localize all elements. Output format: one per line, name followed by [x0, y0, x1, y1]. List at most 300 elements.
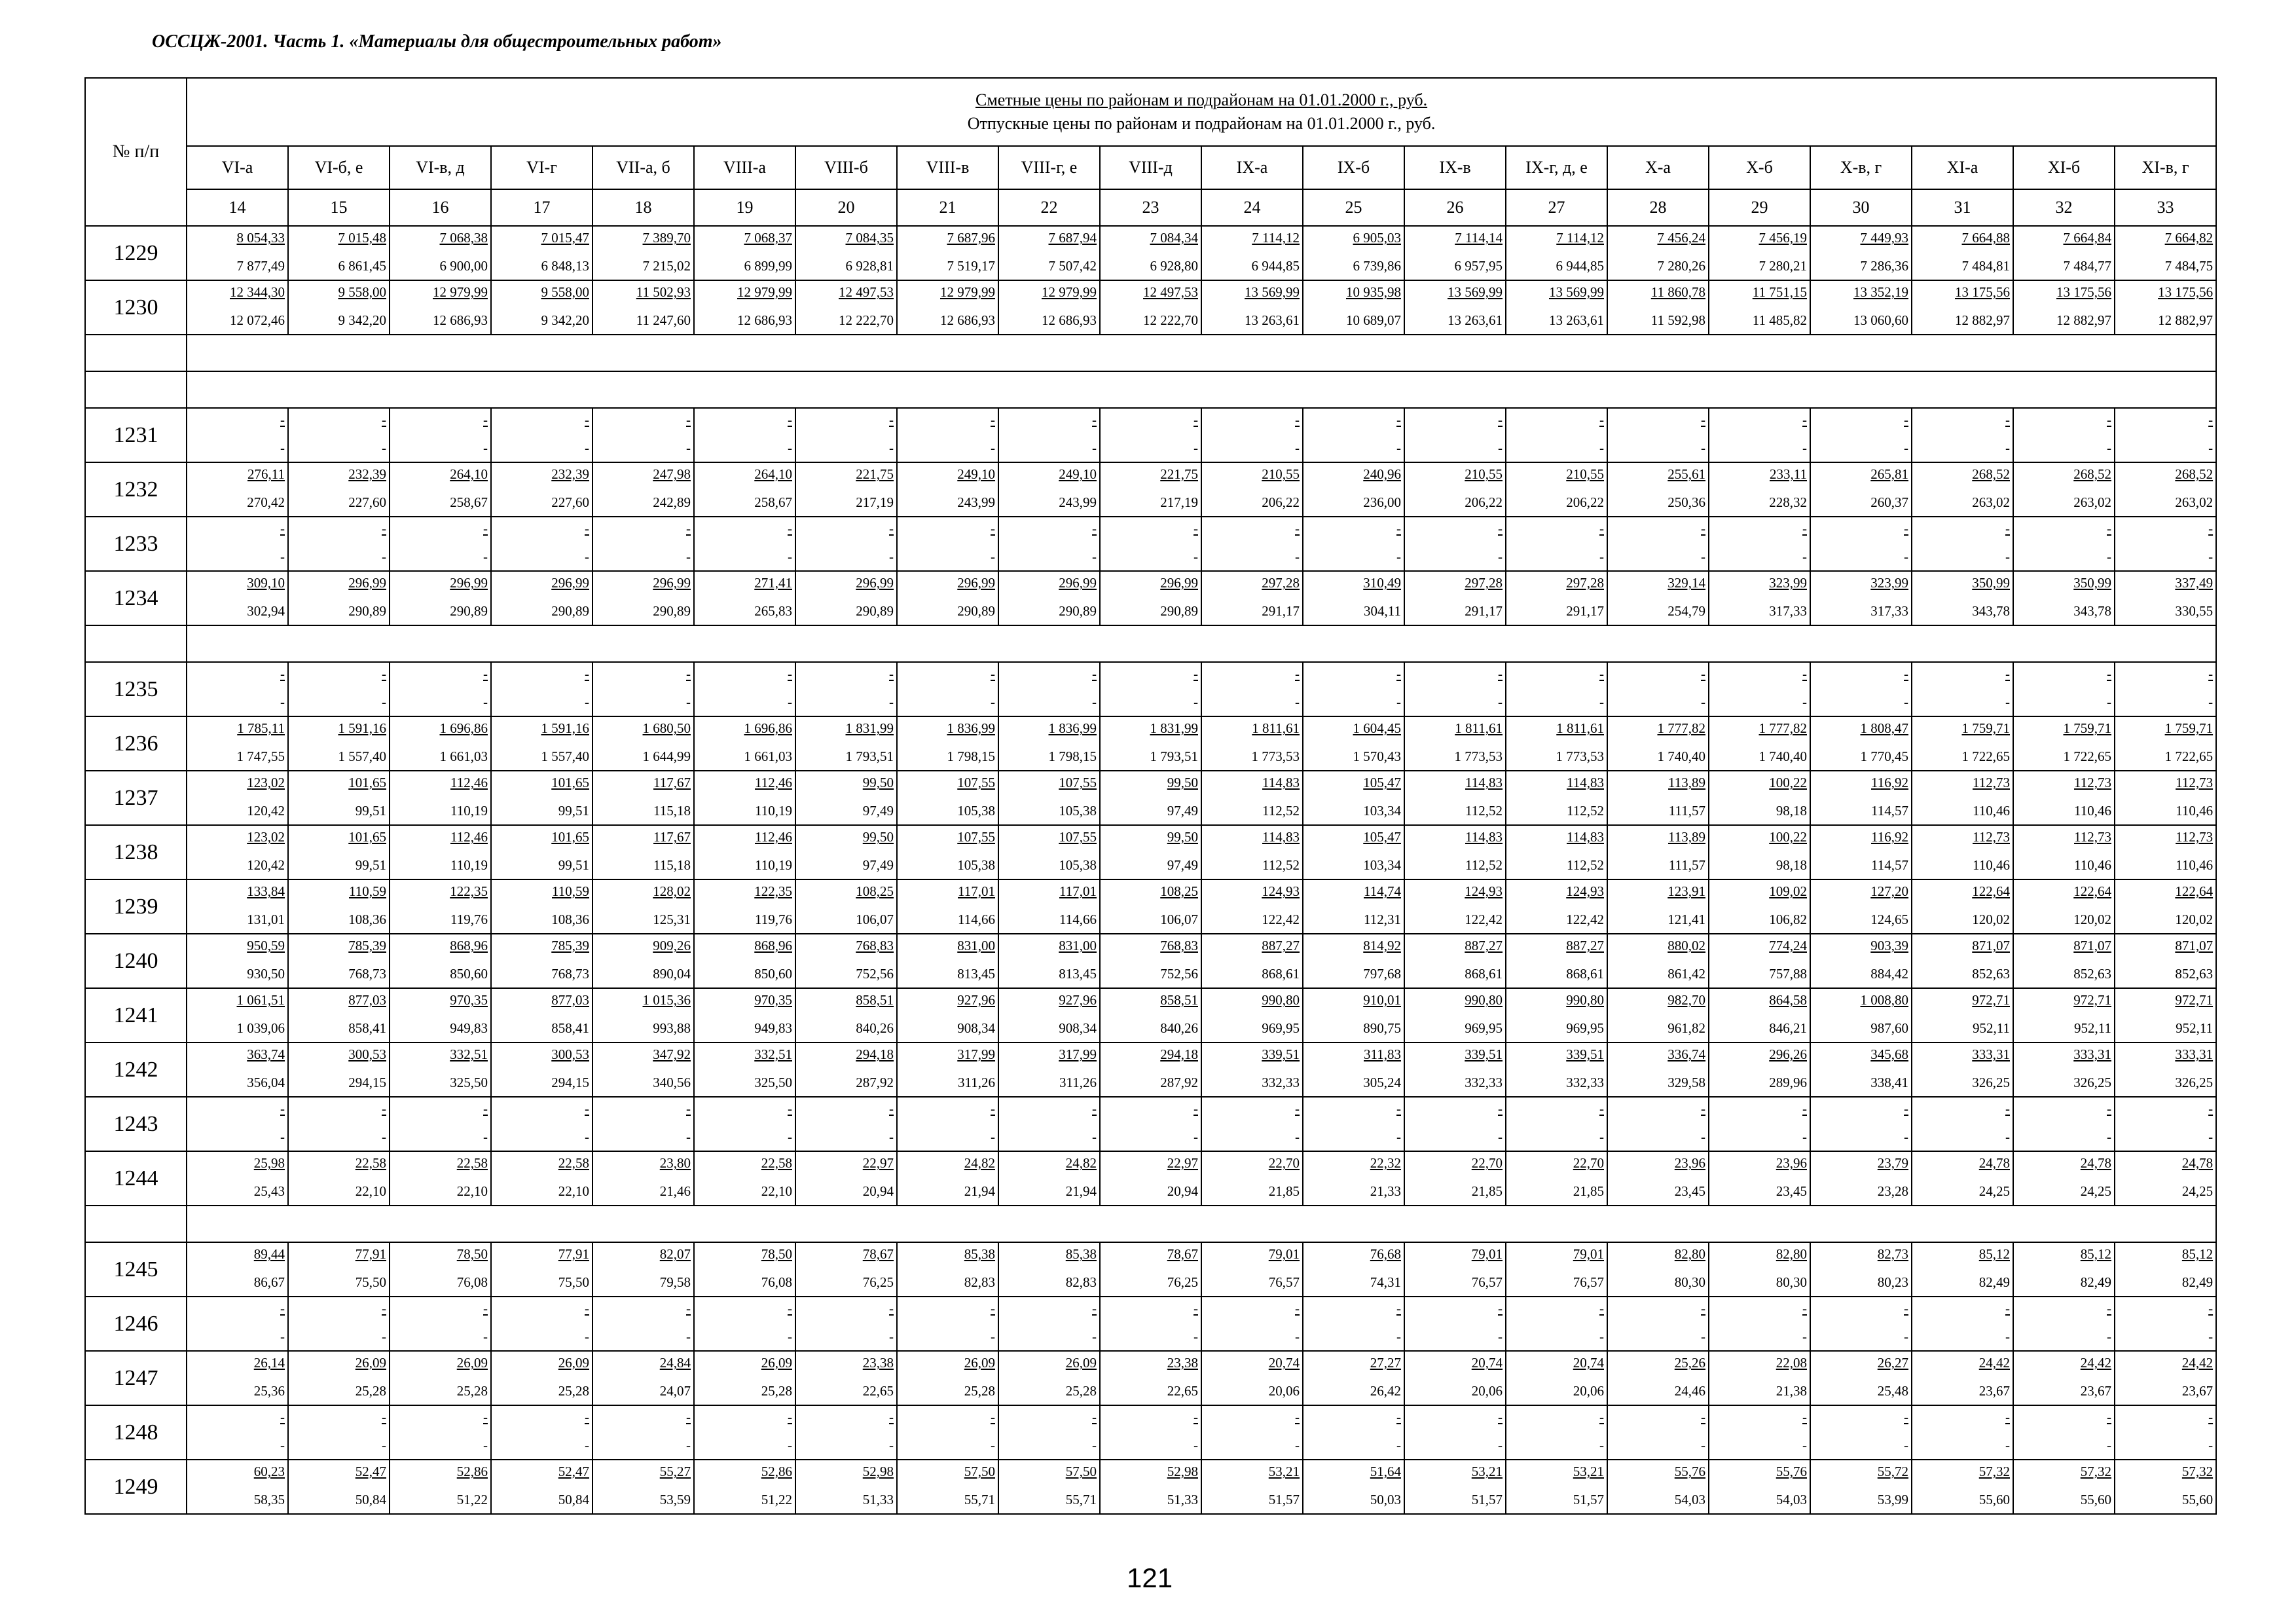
price-cell	[795, 1460, 897, 1514]
release-price: -	[2107, 1437, 2111, 1453]
estimate-price: 117,67	[653, 829, 691, 845]
price-cell	[187, 1460, 288, 1514]
table-row	[85, 1297, 2216, 1351]
release-price: 969,95	[1262, 1020, 1300, 1036]
release-price: 21,85	[1573, 1183, 1604, 1199]
release-price: 12 686,93	[940, 312, 995, 328]
price-cell	[2115, 571, 2216, 625]
release-price: 908,34	[957, 1020, 995, 1036]
price-cell	[1201, 934, 1303, 988]
estimate-price: 108,25	[1160, 883, 1198, 899]
release-price: -	[1599, 694, 1604, 710]
estimate-price: 7 389,70	[642, 230, 691, 246]
price-cell	[1404, 716, 1506, 771]
release-price: 51,22	[456, 1492, 488, 1507]
release-price: 12 072,46	[230, 312, 285, 328]
release-price: -	[1802, 1437, 1807, 1453]
release-price: 20,06	[1268, 1383, 1300, 1399]
estimate-price: 1 696,86	[439, 720, 488, 736]
price-cell	[897, 1297, 998, 1351]
estimate-price: 76,68	[1370, 1246, 1401, 1262]
estimate-price: 868,96	[754, 938, 792, 953]
estimate-price: -	[1396, 521, 1401, 536]
estimate-price: 1 759,71	[1961, 720, 2010, 736]
estimate-price: 12 979,99	[433, 284, 488, 300]
price-cell	[1303, 226, 1404, 280]
estimate-price: 22,58	[558, 1155, 589, 1171]
estimate-price: 110,59	[349, 883, 386, 899]
estimate-price: 52,47	[355, 1464, 386, 1479]
estimate-price: 22,97	[1167, 1155, 1198, 1171]
release-price: 112,52	[1465, 803, 1503, 819]
price-cell	[592, 408, 694, 462]
item-code: 1243	[85, 1097, 187, 1151]
estimate-price: -	[280, 521, 285, 536]
estimate-price: -	[686, 521, 691, 536]
release-price: 99,51	[558, 803, 589, 819]
price-cell	[1100, 1043, 1201, 1097]
price-cell	[491, 934, 592, 988]
price-cell	[998, 662, 1100, 716]
price-cell	[1506, 462, 1607, 517]
price-cell	[2013, 1351, 2115, 1405]
estimate-price: 78,50	[456, 1246, 488, 1262]
price-cell	[491, 1460, 592, 1514]
price-cell	[390, 1351, 491, 1405]
release-price: 1 661,03	[439, 748, 488, 764]
estimate-price: 347,92	[653, 1046, 691, 1062]
release-price: 1 661,03	[744, 748, 792, 764]
estimate-price: 13 175,56	[2158, 284, 2214, 300]
release-price: 55,71	[964, 1492, 995, 1507]
price-cell	[1607, 934, 1709, 988]
estimate-price: 221,75	[856, 466, 894, 482]
price-cell	[187, 517, 288, 571]
estimate-price: 221,75	[1160, 466, 1198, 482]
price-cell	[795, 662, 897, 716]
release-price: 98,18	[1776, 857, 1807, 873]
release-price: -	[2005, 440, 2010, 456]
release-price: 908,34	[1059, 1020, 1097, 1036]
estimate-price: -	[788, 666, 792, 682]
price-cell	[795, 1043, 897, 1097]
estimate-price: -	[1194, 1101, 1198, 1116]
estimate-price: -	[991, 1101, 995, 1116]
release-price: 325,50	[450, 1075, 488, 1090]
release-price: 884,42	[1870, 966, 1908, 982]
price-cell	[2115, 825, 2216, 879]
estimate-price: -	[2107, 1409, 2111, 1425]
release-price: 97,49	[1167, 803, 1198, 819]
release-price: 291,17	[1262, 603, 1300, 619]
release-price: 25,36	[253, 1383, 285, 1399]
estimate-price: 1 680,50	[642, 720, 691, 736]
price-cell	[897, 934, 998, 988]
release-price: 326,25	[2073, 1075, 2111, 1090]
estimate-price: 26,09	[355, 1355, 386, 1371]
release-price: 23,45	[1776, 1183, 1807, 1199]
release-price: -	[1295, 1129, 1300, 1145]
release-price: 58,35	[253, 1492, 285, 1507]
release-price: 852,63	[1972, 966, 2010, 982]
release-price: -	[1396, 549, 1401, 564]
price-cell	[1506, 571, 1607, 625]
price-cell	[1912, 1242, 2013, 1297]
price-cell	[2013, 1297, 2115, 1351]
estimate-price: 323,99	[1769, 575, 1807, 591]
separator-cell	[187, 1206, 2216, 1242]
price-cell	[1201, 1351, 1303, 1405]
release-price: 258,67	[754, 494, 792, 510]
release-price: -	[686, 1437, 691, 1453]
release-price: -	[1396, 440, 1401, 456]
estimate-price: 22,58	[761, 1155, 792, 1171]
price-cell	[2115, 771, 2216, 825]
release-price: 82,49	[1978, 1274, 2010, 1290]
price-cell	[1810, 716, 1912, 771]
release-price: 51,33	[1167, 1492, 1198, 1507]
release-price: -	[2107, 1329, 2111, 1344]
price-cell	[998, 771, 1100, 825]
estimate-price: -	[2208, 1409, 2214, 1425]
release-price: 120,42	[247, 803, 285, 819]
estimate-price: 990,80	[1465, 992, 1503, 1008]
estimate-price: 887,27	[1262, 938, 1300, 953]
estimate-price: -	[2005, 666, 2010, 682]
release-price: -	[788, 549, 792, 564]
release-price: 6 848,13	[541, 258, 589, 274]
estimate-price: 12 979,99	[940, 284, 995, 300]
table-row	[85, 462, 2216, 517]
price-cell	[1912, 988, 2013, 1043]
caption-estimate: Сметные цены по районам и подрайонам на 01.01.2000 г., руб.	[975, 90, 1428, 109]
region-header: VIII-б	[795, 146, 897, 189]
estimate-price: 60,23	[253, 1464, 285, 1479]
table-row	[85, 571, 2216, 625]
estimate-price: 105,47	[1363, 829, 1401, 845]
price-cell	[592, 280, 694, 335]
estimate-price: 51,64	[1370, 1464, 1401, 1479]
price-cell	[795, 1297, 897, 1351]
price-cell	[1810, 462, 1912, 517]
estimate-price: 112,73	[2074, 829, 2111, 845]
table-row	[85, 1242, 2216, 1297]
price-cell	[998, 879, 1100, 934]
estimate-price: 333,31	[2175, 1046, 2214, 1062]
price-cell	[1201, 1242, 1303, 1297]
estimate-price: 57,50	[1065, 1464, 1097, 1479]
price-cell	[1607, 1297, 1709, 1351]
estimate-price: 113,89	[1668, 829, 1705, 845]
price-cell	[288, 408, 390, 462]
release-price: -	[382, 1437, 386, 1453]
price-cell	[998, 1351, 1100, 1405]
price-cell	[390, 934, 491, 988]
estimate-price: -	[2208, 521, 2214, 536]
price-cell	[998, 462, 1100, 517]
release-price: 12 882,97	[2158, 312, 2214, 328]
release-price: 6 739,86	[1353, 258, 1401, 274]
release-price: -	[991, 1129, 995, 1145]
estimate-price: -	[1599, 666, 1604, 682]
price-cell	[694, 1242, 795, 1297]
price-cell	[592, 1351, 694, 1405]
release-price: 112,52	[1262, 857, 1300, 873]
price-cell	[2013, 226, 2115, 280]
estimate-price: 124,93	[1566, 883, 1604, 899]
price-cell	[187, 1043, 288, 1097]
price-cell	[897, 1097, 998, 1151]
price-cell	[1303, 771, 1404, 825]
np-header: № п/п	[85, 78, 187, 226]
price-cell	[1201, 1460, 1303, 1514]
estimate-price: -	[585, 1101, 589, 1116]
release-price: 9 342,20	[338, 312, 386, 328]
release-price: 119,76	[450, 912, 488, 927]
release-price: -	[2107, 549, 2111, 564]
table-row	[85, 771, 2216, 825]
price-cell	[1506, 662, 1607, 716]
separator-row	[85, 335, 2216, 371]
price-cell	[1709, 1460, 1810, 1514]
price-cell	[1506, 988, 1607, 1043]
price-cell	[1100, 825, 1201, 879]
estimate-price: -	[1701, 521, 1705, 536]
price-cell	[288, 571, 390, 625]
estimate-price: 264,10	[754, 466, 792, 482]
release-price: 103,34	[1363, 803, 1401, 819]
price-cell	[2013, 934, 2115, 988]
release-price: -	[991, 1329, 995, 1344]
price-cell	[491, 1097, 592, 1151]
release-price: -	[2208, 1129, 2214, 1145]
price-cell	[1100, 934, 1201, 988]
price-cell	[288, 934, 390, 988]
price-cell	[1709, 408, 1810, 462]
price-cell	[1810, 825, 1912, 879]
price-cell	[694, 1151, 795, 1206]
price-cell	[1303, 280, 1404, 335]
price-cell	[1506, 226, 1607, 280]
estimate-price: 114,83	[1567, 829, 1604, 845]
release-price: 890,04	[653, 966, 691, 982]
release-price: 1 722,65	[2063, 748, 2111, 764]
estimate-price: 26,14	[253, 1355, 285, 1371]
estimate-price: -	[1904, 1409, 1908, 1425]
release-price: 797,68	[1363, 966, 1401, 982]
estimate-price: 1 785,11	[237, 720, 285, 736]
estimate-price: -	[1092, 1101, 1097, 1116]
release-price: 258,67	[450, 494, 488, 510]
column-number: 29	[1709, 189, 1810, 226]
estimate-price: 26,09	[761, 1355, 792, 1371]
price-cell	[1607, 226, 1709, 280]
estimate-price: -	[2208, 412, 2214, 428]
estimate-price: 7 687,96	[947, 230, 995, 246]
release-price: 1 039,06	[236, 1020, 285, 1036]
estimate-price: 240,96	[1363, 466, 1401, 482]
price-cell	[998, 1460, 1100, 1514]
estimate-price: 880,02	[1667, 938, 1705, 953]
estimate-price: 77,91	[558, 1246, 589, 1262]
price-cell	[2115, 1043, 2216, 1097]
release-price: 51,57	[1573, 1492, 1604, 1507]
price-cell	[187, 571, 288, 625]
estimate-price: -	[1701, 666, 1705, 682]
estimate-price: -	[788, 1409, 792, 1425]
price-cell	[592, 571, 694, 625]
price-cell	[592, 517, 694, 571]
estimate-price: 116,92	[1871, 829, 1908, 845]
price-cell	[1810, 280, 1912, 335]
price-cell	[592, 226, 694, 280]
release-price: -	[1498, 549, 1503, 564]
estimate-price: 296,99	[856, 575, 894, 591]
price-cell	[795, 1351, 897, 1405]
estimate-price: 20,74	[1268, 1355, 1300, 1371]
release-price: 254,79	[1667, 603, 1705, 619]
release-price: -	[1092, 1437, 1097, 1453]
price-cell	[1607, 771, 1709, 825]
price-cell	[2115, 462, 2216, 517]
item-code: 1249	[85, 1460, 187, 1514]
estimate-price: -	[2005, 1409, 2010, 1425]
release-price: 23,67	[2080, 1383, 2111, 1399]
price-cell	[1100, 988, 1201, 1043]
release-price: -	[483, 1329, 488, 1344]
estimate-price: 101,65	[348, 775, 386, 790]
estimate-price: -	[1802, 1101, 1807, 1116]
release-price: 21,38	[1776, 1383, 1807, 1399]
price-cell	[1100, 226, 1201, 280]
column-number: 21	[897, 189, 998, 226]
release-price: 326,25	[2175, 1075, 2214, 1090]
price-cell	[1810, 408, 1912, 462]
price-cell	[897, 771, 998, 825]
release-price: 294,15	[348, 1075, 386, 1090]
estimate-price: 774,24	[1769, 938, 1807, 953]
price-cell	[1912, 462, 2013, 517]
price-cell	[187, 1151, 288, 1206]
release-price: 24,46	[1674, 1383, 1705, 1399]
release-price: 53,59	[659, 1492, 691, 1507]
price-cell	[1607, 1242, 1709, 1297]
release-price: 26,42	[1370, 1383, 1401, 1399]
estimate-price: 101,65	[551, 829, 589, 845]
release-price: 290,89	[957, 603, 995, 619]
release-price: 7 519,17	[947, 258, 995, 274]
price-cell	[1709, 571, 1810, 625]
separator-cell	[187, 625, 2216, 662]
price-cell	[1506, 408, 1607, 462]
price-cell	[2013, 571, 2115, 625]
release-price: 1 740,40	[1657, 748, 1705, 764]
release-price: 7 484,75	[2164, 258, 2214, 274]
release-price: -	[585, 1329, 589, 1344]
estimate-price: -	[2107, 666, 2111, 682]
estimate-price: -	[382, 412, 386, 428]
release-price: 993,88	[653, 1020, 691, 1036]
release-price: 23,67	[1978, 1383, 2010, 1399]
estimate-price: -	[280, 666, 285, 682]
release-price: 752,56	[856, 966, 894, 982]
release-price: -	[1498, 694, 1503, 710]
price-cell	[187, 1242, 288, 1297]
release-price: 25,28	[1065, 1383, 1097, 1399]
estimate-price: 57,32	[1978, 1464, 2010, 1479]
estimate-price: 831,00	[957, 938, 995, 953]
release-price: -	[1599, 1437, 1604, 1453]
price-cell	[1810, 226, 1912, 280]
release-price: -	[1092, 1329, 1097, 1344]
price-cell	[897, 280, 998, 335]
release-price: 20,94	[1167, 1183, 1198, 1199]
separator-code-cell	[85, 625, 187, 662]
estimate-price: 1 591,16	[338, 720, 386, 736]
release-price: 25,28	[355, 1383, 386, 1399]
price-cell	[795, 517, 897, 571]
estimate-price: -	[788, 412, 792, 428]
price-cell	[1607, 988, 1709, 1043]
region-header: X-в, г	[1810, 146, 1912, 189]
release-price: -	[280, 549, 285, 564]
estimate-price: 1 811,61	[1556, 720, 1604, 736]
release-price: -	[280, 440, 285, 456]
estimate-price: -	[991, 521, 995, 536]
release-price: -	[788, 1129, 792, 1145]
release-price: 20,06	[1573, 1383, 1604, 1399]
estimate-price: -	[585, 412, 589, 428]
column-number: 18	[592, 189, 694, 226]
release-price: -	[382, 1129, 386, 1145]
price-cell	[998, 988, 1100, 1043]
release-price: 110,19	[450, 803, 488, 819]
price-cell	[390, 462, 491, 517]
estimate-price: 323,99	[1870, 575, 1908, 591]
price-cell	[592, 1460, 694, 1514]
estimate-price: 99,50	[862, 775, 894, 790]
estimate-price: 11 751,15	[1752, 284, 1807, 300]
estimate-price: 23,38	[1167, 1355, 1198, 1371]
release-price: 6 861,45	[338, 258, 386, 274]
release-price: 260,37	[1870, 494, 1908, 510]
table-body	[85, 226, 2216, 1514]
estimate-price: 9 558,00	[338, 284, 386, 300]
column-number: 16	[390, 189, 491, 226]
estimate-price: -	[1802, 666, 1807, 682]
release-price: 86,67	[253, 1274, 285, 1290]
estimate-price: 296,99	[653, 575, 691, 591]
price-cell	[288, 716, 390, 771]
price-cell	[1912, 280, 2013, 335]
release-price: 97,49	[862, 857, 894, 873]
release-price: 110,46	[2176, 803, 2214, 819]
price-cell	[1810, 1242, 1912, 1297]
estimate-price: 105,47	[1363, 775, 1401, 790]
release-price: 112,52	[1567, 857, 1604, 873]
estimate-price: 1 777,82	[1657, 720, 1705, 736]
release-price: -	[889, 694, 894, 710]
price-cell	[694, 1043, 795, 1097]
estimate-price: 268,52	[2073, 466, 2111, 482]
price-cell	[1709, 1242, 1810, 1297]
release-price: -	[483, 1437, 488, 1453]
item-code: 1244	[85, 1151, 187, 1206]
estimate-price: -	[2005, 1301, 2010, 1316]
release-price: 115,18	[653, 857, 691, 873]
release-price: 125,31	[653, 912, 691, 927]
column-number: 33	[2115, 189, 2216, 226]
